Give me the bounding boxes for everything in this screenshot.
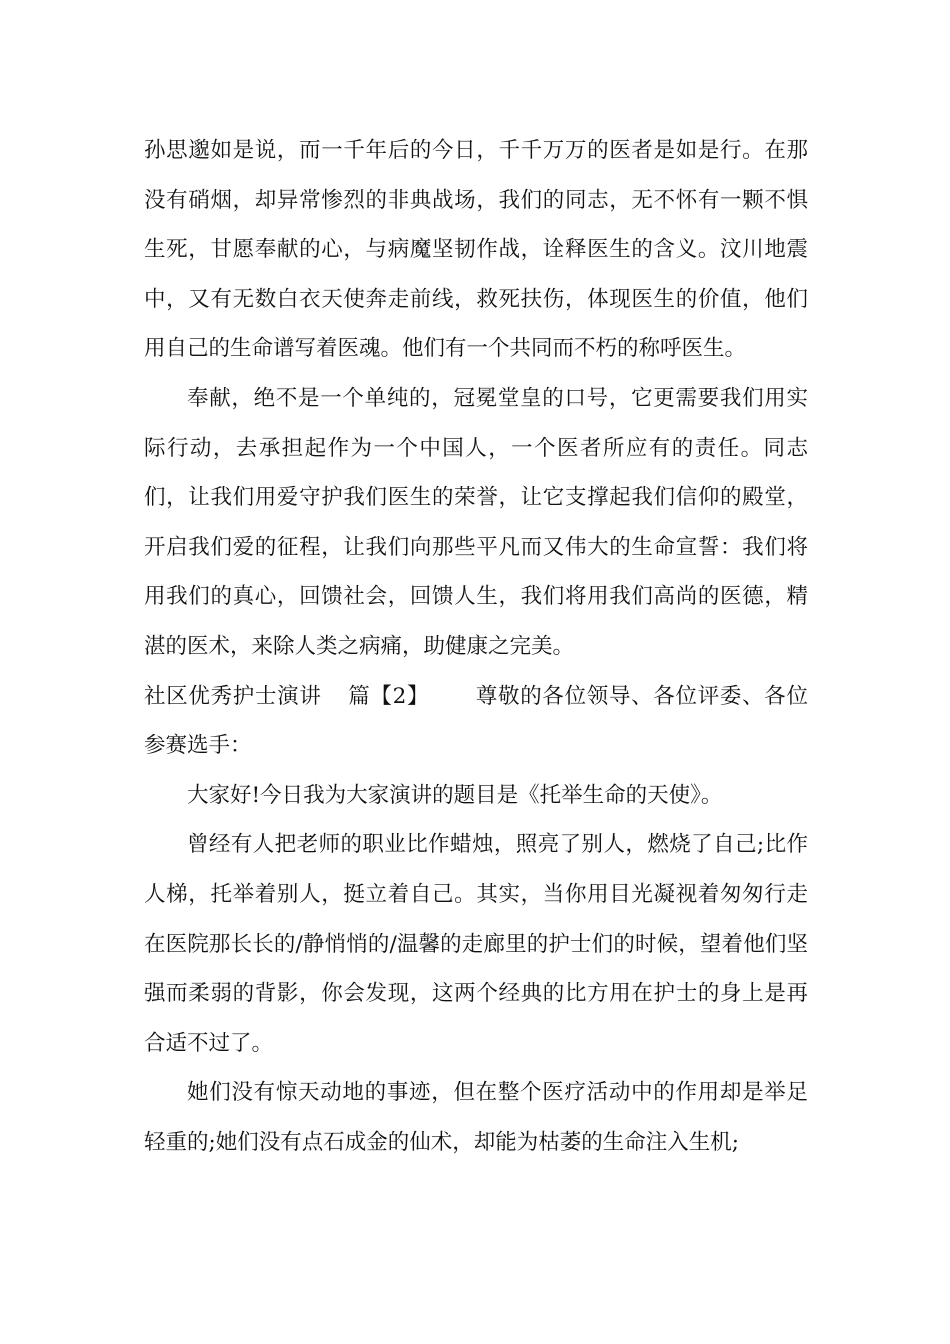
salutation: 尊敬的各位领导、各位评委、各位参赛选手： [144, 683, 808, 759]
paragraph-5: 她们没有惊天动地的事迹，但在整个医疗活动中的作用却是举足轻重的;她们没有点石成金的仙术，却能为枯萎的生命注入生机; [144, 1080, 808, 1155]
paragraph-2: 奉献，绝不是一个单纯的，冠冕堂皇的口号，它更需要我们用实际行动，去承担起作为一个中国人，一个医者所应有的责任。同志们，让我们用爱守护我们医生的荣誉，让它支撑起我们信仰的殿堂，开启我们爱的征程，让我们向那些平凡而又伟大的生命宣誓：我们将用我们的真心，回馈社会，回馈人生，我们将用我们高尚的医德，精湛的医术，来除人类之病痛，助健康之完美。 [144, 385, 808, 659]
section-heading [144, 672, 808, 771]
paragraph-4: 曾经有人把老师的职业比作蜡烛，照亮了别人，燃烧了自己;比作人梯，托举着别人，挺立着自己。其实，当你用目光凝视着匆匆行走在医院那长长的/静悄悄的/温馨的走廊里的护士们的时候，望着他们坚强而柔弱的背影，你会发现，这两个经典的比方用在护士的身上是再合适不过了。 [144, 832, 808, 1056]
section-part: 篇【2】 [347, 683, 430, 709]
section-title: 社区优秀护士演讲 [144, 683, 322, 709]
paragraph-3: 大家好!今日我为大家演讲的题目是《托举生命的天使》。 [187, 782, 723, 808]
document-page [144, 126, 808, 1167]
paragraph-1: 孙思邈如是说，而一千年后的今日，千千万万的医者是如是行。在那没有硝烟，却异常惨烈的非典战场，我们的同志，无不怀有一颗不惧生死，甘愿奉献的心，与病魔坚韧作战，诠释医生的含义。汶川地震中，又有无数白衣天使奔走前线，救死扶伤，体现医生的价值，他们用自己的生命谱写着医魂。他们有一个共同而不朽的称呼医生。 [144, 138, 808, 362]
